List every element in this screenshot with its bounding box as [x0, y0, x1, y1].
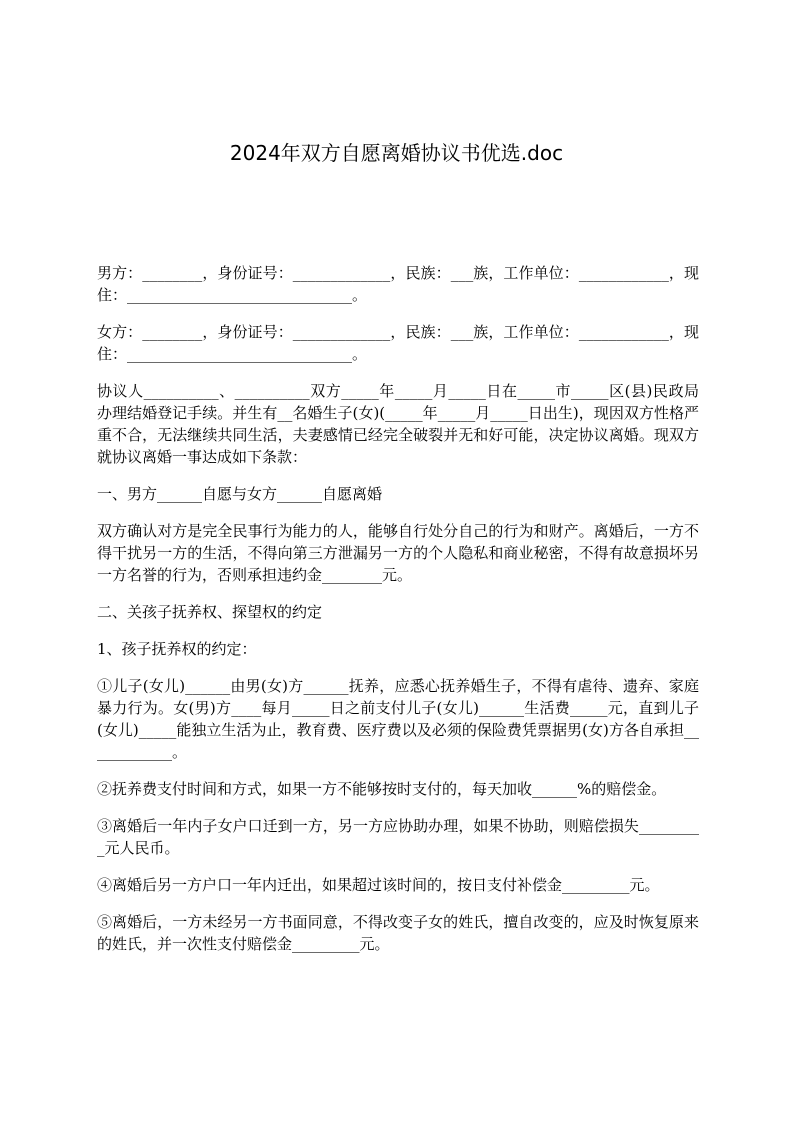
paragraph-custody-heading: 1、孩子抚养权的约定： — [97, 640, 257, 658]
document-title: 2024年双方自愿离婚协议书优选.doc — [229, 141, 564, 165]
paragraph-clause-1: ①儿子(女儿)______由男(女)方______抚养，应悉心抚养婚生子，不得有虐待、遗弃、家庭暴力行为。女(男)方____每月_____日之前支付儿子(女儿)______生活费_____元，直到儿子(女儿)_____能独立生活为止，教育费、医疗费以及必须的保险费凭票据男(女)方各自承担____________。 — [97, 677, 699, 761]
paragraph-section-1-heading: 一、男方______自愿与女方______自愿离婚 — [97, 485, 383, 503]
paragraph-section-1-body: 双方确认对方是完全民事行为能力的人，能够自行处分自己的行为和财产。离婚后，一方不得干扰另一方的生活，不得向第三方泄漏另一方的个人隐私和商业秘密，不得有故意损坏另一方名誉的行为，否则承担违约金________元。 — [97, 522, 699, 584]
paragraph-husband-info: 男方：________，身份证号：_____________，民族：___族，工作单位：____________，现住：______________________________。 — [97, 264, 699, 304]
paragraph-agreement-intro: 协议人__________、__________双方_____年_____月_____日在_____市_____区(县)民政局办理结婚登记手续。并生有__名婚生子(女)(_____年_____月_____日出生)，现因双方性格严重不合，无法继续共同生活，夫妻感情已经完全破裂并无和好可能，决定协议离婚。现双方就协议离婚一事达成如下条款： — [97, 382, 699, 466]
paragraph-clause-2: ②抚养费支付时间和方式，如果一方不能够按时支付的，每天加收______%的赔偿金。 — [97, 780, 667, 798]
paragraph-section-2-heading: 二、关孩子抚养权、探望权的约定 — [97, 603, 323, 621]
paragraph-clause-4: ④离婚后另一方户口一年内迁出，如果超过该时间的，按日支付补偿金_________元。 — [97, 876, 660, 894]
paragraph-clause-5: ⑤离婚后，一方未经另一方书面同意，不得改变子女的姓氏，擅自改变的，应及时恢复原来的姓氏，并一次性支付赔偿金_________元。 — [97, 913, 699, 953]
paragraph-clause-3: ③离婚后一年内子女户口迁到一方，另一方应协助办理，如果不协助，则赔偿损失_________元人民币。 — [97, 817, 699, 857]
paragraph-wife-info: 女方：________，身份证号：_____________，民族：___族，工作单位：____________，现住：______________________________。 — [97, 323, 699, 363]
document-body — [97, 262, 699, 970]
